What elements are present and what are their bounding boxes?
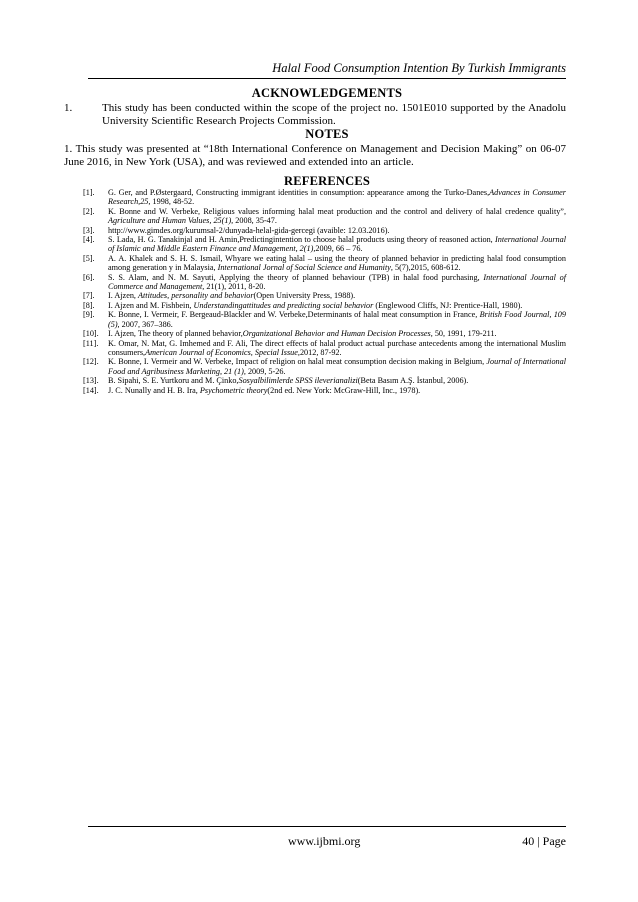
- reference-details: , 2007, 367–386.: [117, 319, 173, 329]
- reference-number: [6].: [83, 272, 95, 282]
- acknowledgement-text: This study has been conducted within the scope of the project no. 1501E010 supported by the Anadolu University Scientific Research Projects Commission.: [102, 102, 566, 127]
- reference-number: [14].: [83, 385, 99, 395]
- reference-details: (Open University Press, 1988).: [253, 291, 356, 301]
- reference-details: ,2012, 87-92.: [297, 347, 342, 357]
- reference-item: [83, 376, 566, 385]
- reference-text: http://www.gimdes.org/kurumsal-2/dunyada-helal-gida-gercegi (avaible: 12.03.2016).: [108, 225, 390, 235]
- reference-details: , 21(1), 2011, 8-20.: [202, 282, 266, 292]
- reference-item: [83, 188, 566, 207]
- reference-source: Psychometric theory: [199, 385, 268, 395]
- reference-source: Journal of International Food and Agribusiness Marketing, 21 (1): [108, 357, 567, 376]
- reference-details: (2nd ed. New York: McGraw-Hill, Inc., 1978).: [267, 385, 421, 395]
- reference-details: (Beta Basım A.Ş. İstanbul, 2006).: [357, 376, 469, 386]
- reference-number: [7].: [83, 291, 95, 301]
- reference-details: 2009, 66 – 76.: [315, 244, 363, 254]
- reference-source: International Journal of Islamic and Middle Eastern Finance and Management, 2(1),: [108, 235, 566, 254]
- reference-details: , 50, 1991, 179-211.: [430, 329, 497, 339]
- acknowledgement-number: 1.: [64, 102, 73, 114]
- reference-number: [10].: [83, 329, 99, 339]
- references-list: [83, 188, 566, 395]
- reference-item: [83, 254, 566, 273]
- page-footer: [88, 826, 566, 848]
- reference-item: [83, 273, 566, 292]
- reference-item: [83, 301, 566, 310]
- reference-number: [9].: [83, 310, 95, 320]
- reference-text: I. Ajzen and M. Fishbein,: [108, 300, 194, 310]
- reference-text: K. Bonne, I. Vermeir, F. Bergeaud-Blackler and W. Verbeke,Determinants of halal meat consumption in France,: [108, 310, 480, 320]
- reference-item: [83, 291, 566, 300]
- reference-number: [13].: [83, 376, 99, 386]
- reference-text: J. C. Nunally and H. B. Ira,: [108, 385, 200, 395]
- reference-item: [83, 339, 566, 358]
- reference-text: K. Bonne, I. Vermeir and W. Verbeke, Impact of religion on halal meat consumption decision making in Belgium,: [108, 357, 487, 367]
- reference-details: 2008, 35-47.: [233, 216, 277, 226]
- acknowledgement-item: [64, 102, 566, 128]
- reference-text: I. Ajzen, The theory of planned behavior,: [108, 329, 243, 339]
- reference-text: S. Lada, H. G. Tanakinjal and H. Amin,Predictingintention to choose halal products using theory of reasoned action,: [108, 235, 496, 245]
- reference-source: American Journal of Economics, Special Issue: [145, 347, 298, 357]
- running-header: Halal Food Consumption Intention By Turkish Immigrants: [88, 61, 566, 79]
- reference-number: [12].: [83, 357, 99, 367]
- reference-item: [83, 357, 566, 376]
- reference-number: [8].: [83, 300, 95, 310]
- reference-text: A. A. Khalek and S. H. S. Ismail, Whyare we eating halal – using the theory of planned behavior in predicting halal food consumption among generation y in Malaysia,: [108, 253, 566, 273]
- reference-details: (Englewood Cliffs, NJ: Prentice-Hall, 1980).: [373, 300, 523, 310]
- notes-text: 1. This study was presented at “18th International Conference on Management and Decision Making” on 06-07 June 2016, in New York (USA), and was reviewed and extended into an article.: [64, 143, 566, 168]
- reference-text: K. Omar, N. Mat, G. Imhemed and F. Ali, The direct effects of halal product actual purchase antecedents among the international Muslim consumers,: [108, 338, 566, 357]
- reference-source: International Jornal of Social Science and Humanity: [217, 263, 391, 273]
- reference-text: I. Ajzen,: [108, 291, 139, 301]
- reference-source: Organizational Behavior and Human Decision Processes: [242, 329, 431, 339]
- reference-source: Agriculture and Human Values, 25(1),: [108, 216, 234, 226]
- reference-details: , 5(7),2015, 608-612.: [390, 263, 461, 273]
- reference-text: K. Bonne and W. Verbeke, Religious values informing halal meat production and the control and delivery of halal credence quality”,: [108, 206, 566, 216]
- reference-number: [11].: [83, 338, 99, 348]
- references-heading: REFERENCES: [283, 174, 371, 188]
- reference-number: [2].: [83, 206, 95, 216]
- reference-text: B. Sipahi, S. E. Yurtkoru and M. Çinko,: [108, 376, 239, 386]
- footer-url[interactable]: www.ijbmi.org: [288, 834, 361, 848]
- reference-source: Advances in Consumer Research,25: [108, 188, 566, 207]
- reference-item: [83, 386, 566, 395]
- reference-source: Attitudes, personality and behavior: [138, 291, 254, 301]
- reference-number: [3].: [83, 225, 95, 235]
- reference-source: Sosyalbilimlerde SPSS ileverianalizi: [238, 376, 358, 386]
- reference-source: Understandingattitudes and predicting social behavior: [193, 300, 374, 310]
- reference-item: [83, 235, 566, 254]
- page-number: 40 | Page: [522, 834, 566, 848]
- reference-item: [83, 226, 566, 235]
- reference-item: [83, 329, 566, 338]
- reference-item: [83, 207, 566, 226]
- reference-details: , 2009, 5-26.: [243, 366, 286, 376]
- reference-number: [4].: [83, 235, 95, 245]
- reference-text: S. S. Alam, and N. M. Sayuti, Applying the theory of planned behaviour (TPB) in halal food purchasing,: [108, 272, 484, 282]
- notes-heading: NOTES: [305, 127, 349, 141]
- reference-item: [83, 310, 566, 329]
- reference-number: [5].: [83, 253, 95, 263]
- acknowledgements-heading: ACKNOWLEDGEMENTS: [251, 86, 403, 100]
- reference-details: , 1998, 48-52.: [148, 197, 195, 207]
- reference-source: British Food Journal, 109 (5): [108, 310, 566, 329]
- reference-number: [1].: [83, 188, 95, 197]
- reference-source: International Journal of Commerce and Management: [108, 272, 566, 292]
- reference-text: G. Ger, and P.Østergaard, Constructing immigrant identities in consumption: appearance among the Turko-Danes,: [108, 188, 490, 197]
